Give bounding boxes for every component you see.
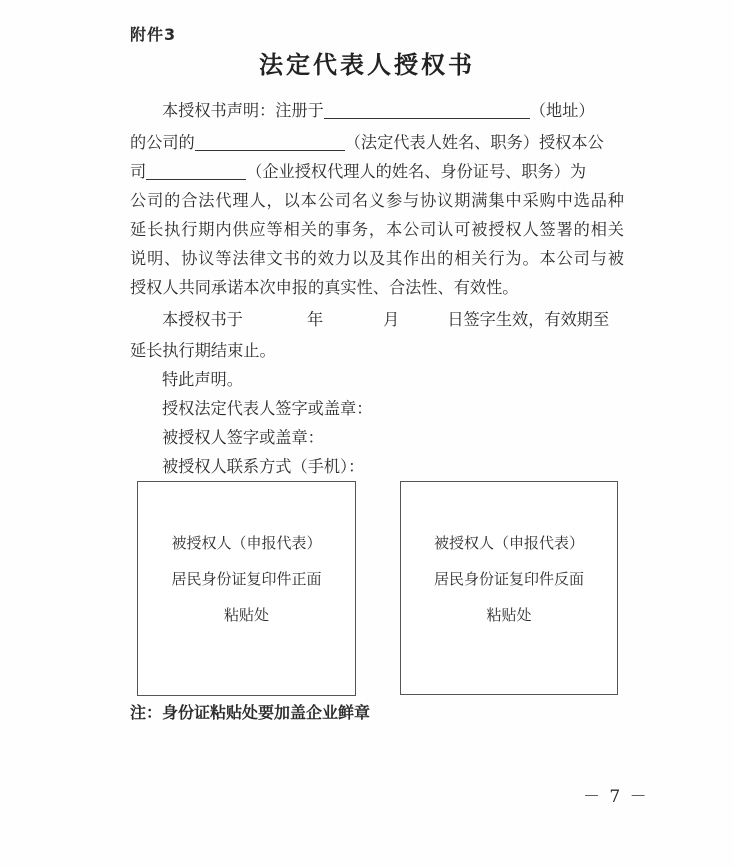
body-text: （法定代表人姓名、职务）授权本公 — [344, 133, 604, 152]
body-text: 的公司的 — [130, 133, 195, 152]
legal-rep-signature-line: 授权法定代表人签字或盖章： — [162, 399, 373, 418]
body-line-3 — [130, 162, 624, 182]
address-blank — [324, 102, 530, 119]
id-back-line-1: 被授权人（申报代表） — [433, 534, 584, 552]
body-text: 司 — [130, 162, 147, 181]
body-line-1 — [130, 101, 624, 121]
body-text: 本授权书声明：注册于 — [162, 101, 324, 120]
body-line-9: 延长执行期结束止。 — [130, 341, 276, 360]
id-front-line-2: 居民身份证复印件正面 — [171, 570, 322, 588]
legal-rep-blank — [195, 134, 345, 151]
id-front-line-3: 粘贴处 — [223, 606, 269, 624]
agent-signature-line: 被授权人签字或盖章： — [162, 428, 324, 447]
body-line-2 — [130, 133, 624, 153]
id-back-line-3: 粘贴处 — [486, 606, 532, 624]
body-text: 本授权书于 — [162, 310, 243, 329]
id-front-paste-box — [137, 481, 356, 696]
body-line-8 — [130, 310, 624, 330]
attachment-label: 附件3 — [130, 25, 177, 44]
statement-line: 特此声明。 — [162, 370, 243, 389]
agent-contact-line: 被授权人联系方式（手机）： — [162, 457, 365, 476]
body-text: （企业授权代理人的姓名、身份证号、职务）为 — [246, 162, 587, 181]
body-line-5: 延长执行期内供应等相关的事务，本公司认可被授权人签署的相关 — [130, 220, 624, 239]
id-back-line-2: 居民身份证复印件反面 — [433, 570, 584, 588]
month-label: 月 — [383, 310, 400, 329]
body-text: 日签字生效，有效期至 — [447, 310, 610, 329]
id-back-paste-box — [400, 481, 618, 695]
body-text: （地址） — [529, 101, 595, 120]
footnote: 注：身份证粘贴处要加盖企业鲜章 — [130, 703, 371, 722]
agent-blank — [146, 163, 246, 180]
year-label: 年 — [306, 310, 324, 329]
body-line-4: 公司的合法代理人，以本公司名义参与协议期满集中采购中选品种 — [130, 191, 624, 210]
page-number: － 7 － — [583, 787, 649, 807]
body-line-7: 授权人共同承诺本次申报的真实性、合法性、有效性。 — [130, 278, 519, 297]
body-line-6: 说明、协议等法律文书的效力以及其作出的相关行为。本公司与被 — [130, 249, 624, 268]
id-front-line-1: 被授权人（申报代表） — [171, 534, 322, 552]
document-title: 法定代表人授权书 — [259, 50, 475, 79]
